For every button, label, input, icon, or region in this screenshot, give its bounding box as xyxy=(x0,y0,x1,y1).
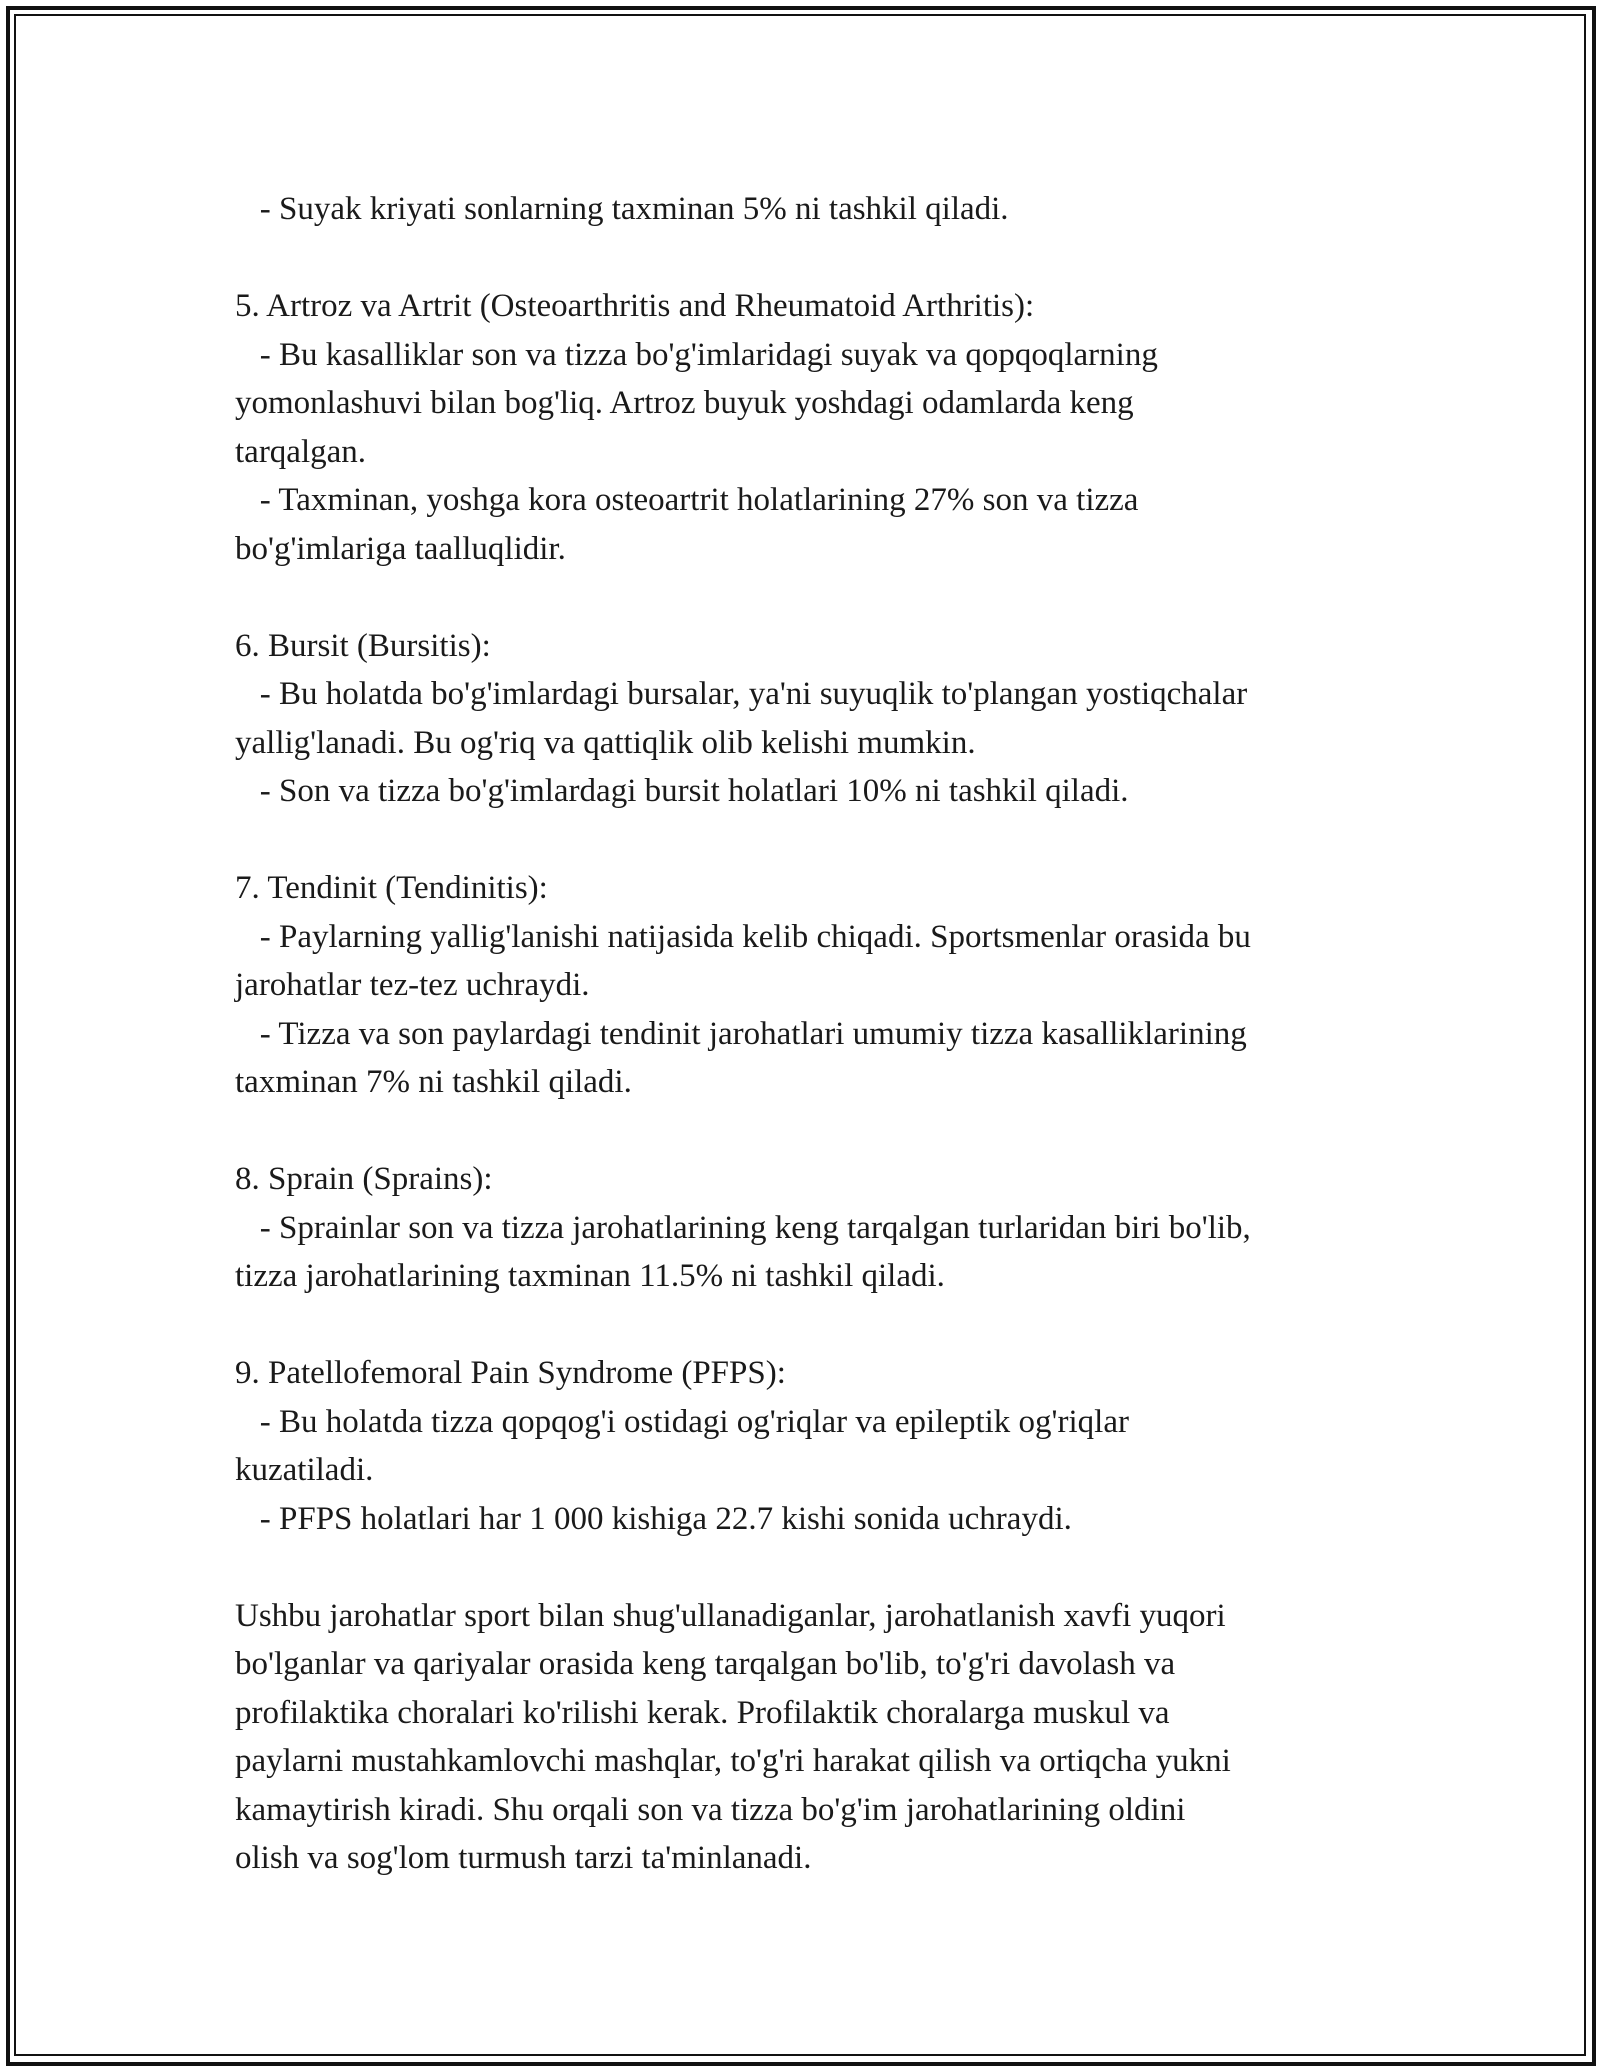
section-line: taxminan 7% ni tashkil qiladi. xyxy=(235,1064,632,1100)
section-heading: 6. Bursit (Bursitis): xyxy=(235,627,491,664)
section-line: - Son va tizza bo'g'imlardagi bursit holatlari 10% ni tashkil qiladi. xyxy=(235,773,1129,809)
section-pfps xyxy=(235,1349,1375,1543)
paragraph-gap xyxy=(235,1301,1375,1350)
paragraph-gap xyxy=(235,1543,1375,1592)
section-line: - Bu holatda tizza qopqog'i ostidagi og'riqlar va epileptik og'riqlar xyxy=(235,1403,1129,1440)
section-tendinit xyxy=(235,864,1375,1107)
conclusion-line: kamaytirish kiradi. Shu orqali son va tizza bo'g'im jarohatlarining oldini xyxy=(235,1791,1186,1828)
section-line: - Sprainlar son va tizza jarohatlarining keng tarqalgan turlaridan biri bo'lib, xyxy=(235,1209,1251,1246)
section-heading: 9. Patellofemoral Pain Syndrome (PFPS): xyxy=(235,1355,786,1391)
paragraph-gap xyxy=(235,573,1375,622)
section-line: tarqalgan. xyxy=(235,433,367,470)
conclusion-line: olish va sog'lom turmush tarzi ta'minlanadi. xyxy=(235,1840,812,1876)
paragraph-gap xyxy=(235,1107,1375,1156)
section-line: - Bu kasalliklar son va tizza bo'g'imlaridagi suyak va qopqoqlarning xyxy=(235,336,1158,373)
document-body xyxy=(235,185,1375,1883)
section-heading: 5. Artroz va Artrit (Osteoarthritis and Rheumatoid Arthritis): xyxy=(235,288,1035,324)
section-artroz xyxy=(235,282,1375,573)
section-line: bo'g'imlariga taalluqlidir. xyxy=(235,530,566,567)
section-line: yomonlashuvi bilan bog'liq. Artroz buyuk yoshdagi odamlarda keng xyxy=(235,385,1134,421)
paragraph-gap xyxy=(235,234,1375,283)
intro-bullet: - Suyak kriyati sonlarning taxminan 5% ni tashkil qiladi. xyxy=(235,191,1009,227)
section-heading: 8. Sprain (Sprains): xyxy=(235,1161,493,1197)
conclusion-line: Ushbu jarohatlar sport bilan shug'ullanadiganlar, jarohatlanish xavfi yuqori xyxy=(235,1597,1226,1634)
conclusion-line: paylarni mustahkamlovchi mashqlar, to'g'ri harakat qilish va ortiqcha yukni xyxy=(235,1743,1231,1779)
section-line: - Paylarning yallig'lanishi natijasida kelib chiqadi. Sportsmenlar orasida bu xyxy=(235,918,1251,955)
conclusion-line: bo'lganlar va qariyalar orasida keng tarqalgan bo'lib, to'g'ri davolash va xyxy=(235,1646,1176,1682)
section-line: tizza jarohatlarining taxminan 11.5% ni tashkil qiladi. xyxy=(235,1258,945,1294)
section-line: jarohatlar tez-tez uchraydi. xyxy=(235,967,590,1003)
conclusion-line: profilaktika choralari ko'rilishi kerak. Profilaktik choralarga muskul va xyxy=(235,1694,1170,1731)
section-line: kuzatiladi. xyxy=(235,1452,374,1488)
section-line: - Bu holatda bo'g'imlardagi bursalar, ya'ni suyuqlik to'plangan yostiqchalar xyxy=(235,676,1248,712)
section-line: - Taxminan, yoshga kora osteoartrit holatlarining 27% son va tizza xyxy=(235,482,1139,518)
section-sprain xyxy=(235,1155,1375,1301)
section-line: - PFPS holatlari har 1 000 kishiga 22.7 kishi sonida uchraydi. xyxy=(235,1500,1072,1537)
section-line: yallig'lanadi. Bu og'riq va qattiqlik olib kelishi mumkin. xyxy=(235,724,976,761)
paragraph-gap xyxy=(235,816,1375,865)
section-line: - Tizza va son paylardagi tendinit jarohatlari umumiy tizza kasalliklarining xyxy=(235,1015,1247,1052)
conclusion-paragraph xyxy=(235,1592,1375,1883)
section-heading: 7. Tendinit (Tendinitis): xyxy=(235,870,548,906)
section-bursit xyxy=(235,622,1375,816)
